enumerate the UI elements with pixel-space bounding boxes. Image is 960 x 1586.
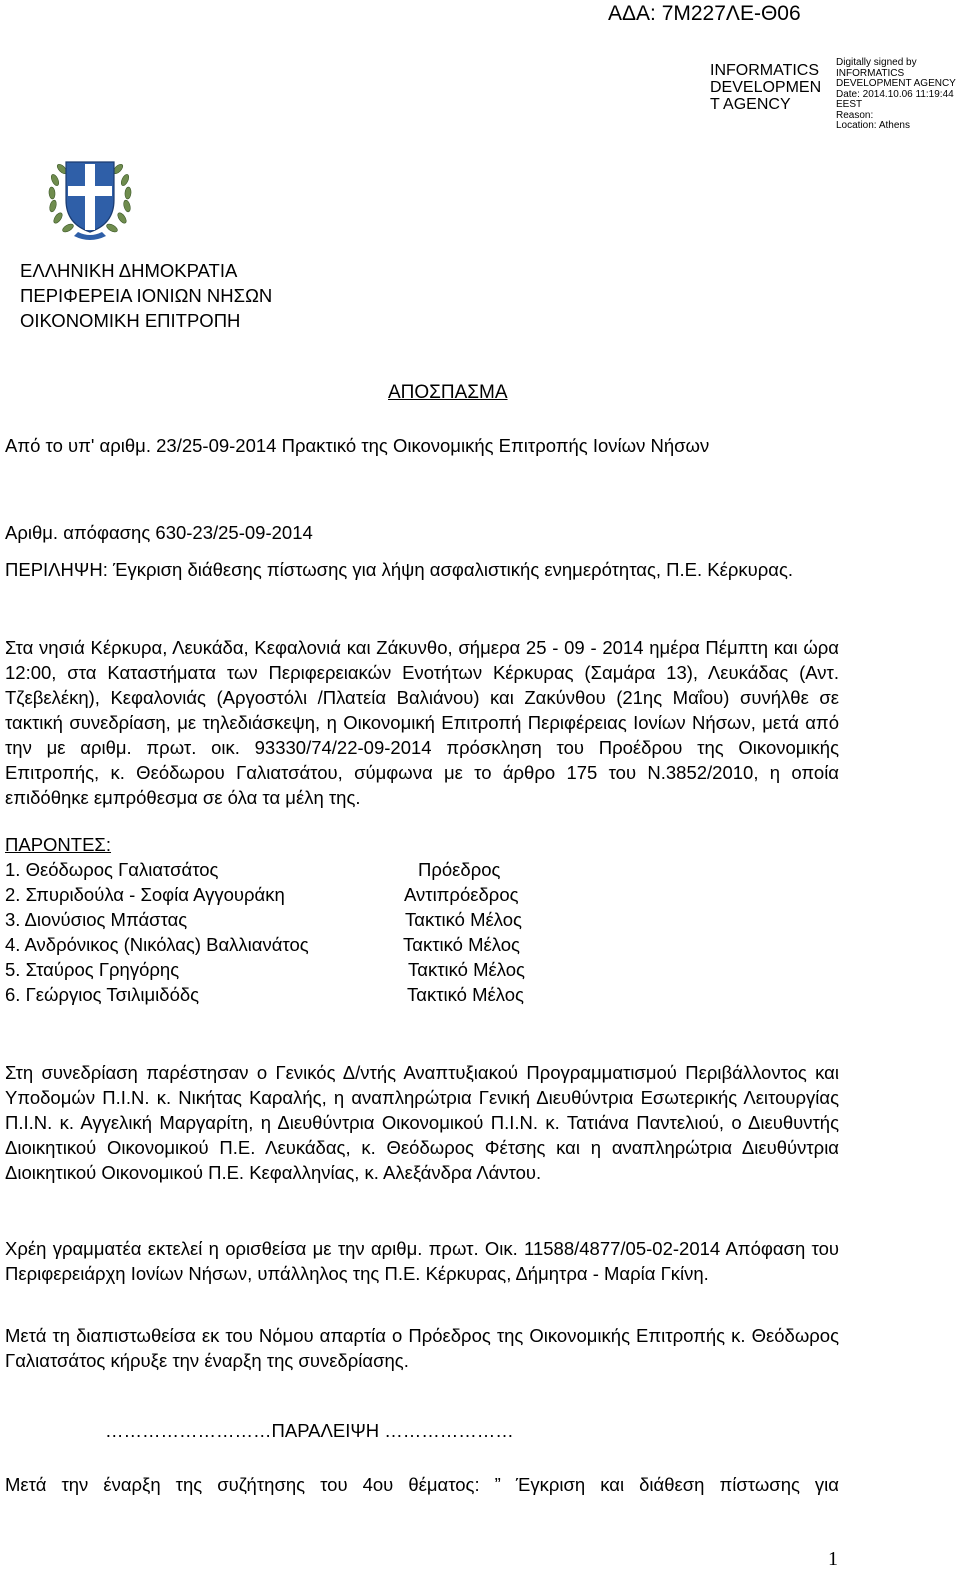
topic-line: Μετά την έναρξη της συζήτησης του 4ου θέματος: ” Έγκριση και διάθεση πίστωσης για bbox=[5, 1474, 839, 1495]
ada-code: ΑΔΑ: 7Μ227ΛΕ-Θ06 bbox=[608, 2, 801, 25]
quorum-paragraph: Μετά τη διαπιστωθείσα εκ του Νόμου απαρτία ο Πρόεδρος της Οικονομικής Επιτροπής κ. Θεόδωρος Γαλιατσάτος κήρυξε την έναρξη της συνεδρίασης. bbox=[5, 1325, 839, 1371]
member-name: 5. Σταύρος Γρηγόρης bbox=[5, 959, 180, 980]
member-name: 6. Γεώργιος Τσιλιμιδόδς bbox=[5, 984, 200, 1005]
secretary-paragraph: Χρέη γραμματέα εκτελεί η ορισθείσα με την αριθμ. πρωτ. Οικ. 11588/4877/05-02-2014 Απόφαση του Περιφερειάρχη Ιονίων Νήσων, υπάλληλος της Π.Ε. Κέρκυρας, Δήμητρα - Μαρία Γκίνη. bbox=[5, 1238, 839, 1284]
signature-line: Reason: bbox=[836, 109, 874, 121]
member-name: 4. Ανδρόνικος (Νικόλας) Βαλλιανάτος bbox=[5, 934, 309, 955]
summary-text: Έγκριση διάθεσης πίστωσης για λήψη ασφαλιστικής ενημερότητας, Π.Ε. Κέρκυρας. bbox=[113, 559, 794, 580]
summary bbox=[5, 557, 839, 582]
signature-line: INFORMATICS bbox=[836, 67, 905, 79]
member-role: Τακτικό Μέλος bbox=[408, 959, 525, 980]
header-line: ΠΕΡΙΦΕΡΕΙΑ ΙΟΝΙΩΝ ΝΗΣΩΝ bbox=[20, 285, 273, 306]
member-name: 2. Σπυριδούλα - Σοφία Αγγουράκη bbox=[5, 884, 285, 905]
document-title: ΑΠΟΣΠΑΣΜΑ bbox=[388, 382, 508, 403]
member-name: 3. Διονύσιος Μπάστας bbox=[5, 909, 188, 930]
intro-paragraph: Στα νησιά Κέρκυρα, Λευκάδα, Κεφαλονιά και Ζάκυνθο, σήμερα 25 - 09 - 2014 ημέρα Πέμπτη και ώρα 12:00, στα Καταστήματα των Περιφερειακών Ενοτήτων Κέρκυρας (Σαμάρα 13), Λευκάδας (Αντ. Τζεβελέκη), Κεφαλονιάς (Αργοστόλι /Πλατεία Βαλιάνου) και Ζακύνθου (21ης Μαΐου) συνήλθε σε τακτική συνεδρίαση, με τηλεδιάσκεψη, η Οικονομική Επιτροπή Περιφέρειας Ιονίων Νήσων, μετά από την με αριθμ. πρωτ. οικ. 93330/74/22-09-2014 πρόσκληση του Προέδρου της Οικονομικής Επιτροπής, κ. Θεόδωρου Γαλιατσάτου, σύμφωνα με το άρθρο 175 του Ν.3852/2010, η οποία επιδόθηκε εμπρόθεσμα σε όλα τα μέλη της. bbox=[5, 637, 839, 808]
signature-line: Digitally signed by bbox=[836, 57, 917, 68]
signature-line: Date: 2014.10.06 11:19:44 bbox=[836, 88, 954, 100]
minutes-reference: Από το υπ' αριθμ. 23/25-09-2014 Πρακτικό της Οικονομικής Επιτροπής Ιονίων Νήσων bbox=[5, 435, 710, 456]
signature-line: DEVELOPMENT AGENCY bbox=[836, 78, 956, 89]
present-label bbox=[5, 832, 839, 857]
present-label-text: ΠΑΡΟΝΤΕΣ: bbox=[5, 834, 112, 855]
member-role: Τακτικό Μέλος bbox=[405, 909, 522, 930]
header-line: ΟΙΚΟΝΟΜΙΚΗ ΕΠΙΤΡΟΠΗ bbox=[20, 310, 241, 331]
member-role: Τακτικό Μέλος bbox=[407, 984, 524, 1005]
signature-line: EEST bbox=[836, 99, 863, 110]
summary-label: ΠΕΡΙΛΗΨΗ: bbox=[5, 559, 108, 580]
issuer-header bbox=[20, 258, 272, 333]
signature-org-name: INFORMATICS DEVELOPMEN T AGENCY bbox=[710, 62, 822, 113]
decision-number: Αριθμ. απόφασης 630-23/25-09-2014 bbox=[5, 522, 313, 543]
page-number: 1 bbox=[828, 1548, 838, 1570]
header-line: ΕΛΛΗΝΙΚΗ ΔΗΜΟΚΡΑΤΙΑ bbox=[20, 260, 238, 281]
signature-line: Location: Athens bbox=[836, 120, 910, 131]
signature-details bbox=[836, 58, 956, 132]
omission-line: ………………………ΠΑΡΑΛΕΙΨΗ ………………… bbox=[105, 1420, 514, 1441]
member-role: Αντιπρόεδρος bbox=[404, 884, 519, 905]
greek-coat-of-arms-icon bbox=[44, 148, 136, 248]
member-role: Τακτικό Μέλος bbox=[403, 934, 520, 955]
member-role: Πρόεδρος bbox=[418, 859, 501, 880]
attendees-paragraph: Στη συνεδρίαση παρέστησαν ο Γενικός Δ/ντής Αναπτυξιακού Προγραμματισμού Περιβάλλοντος και Υποδομών Π.Ι.Ν. κ. Νικήτας Καραλής, η αναπληρώτρια Γενική Διευθύντρια Εσωτερικής Λειτουργίας Π.Ι.Ν. κ. Αγγελική Μαργαρίτη, η Διευθύντρια Οικονομικού Π.Ι.Ν. κ. Τατιάνα Παντελιού, ο Διευθυντής Διοικητικού Οικονομικού Π.Ε. Λευκάδας, κ. Θεόδωρος Φέτσης και η αναπληρώτρια Διευθύντρια Διοικητικού Οικονομικού Π.Ε. Κεφαλληνίας, κ. Αλεξάνδρα Λάντου. bbox=[5, 1062, 839, 1183]
member-name: 1. Θεόδωρος Γαλιατσάτος bbox=[5, 859, 219, 880]
